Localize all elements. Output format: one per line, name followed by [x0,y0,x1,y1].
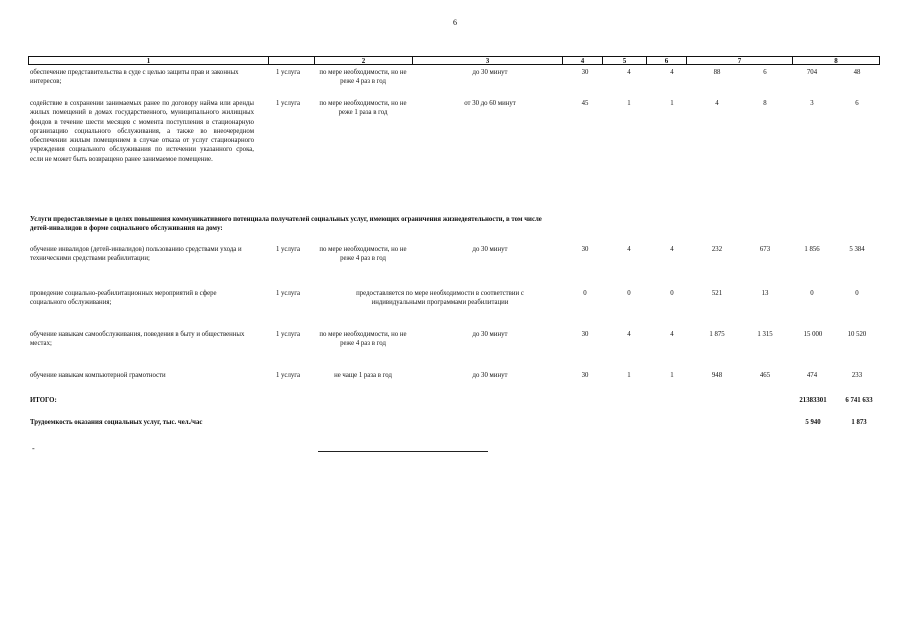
row-col4: 0 [583,290,587,297]
header-col-unit [268,56,314,65]
row-col6: 1 [670,372,674,379]
row-col8b: 10 520 [847,331,867,338]
row-col7a: 1 875 [709,331,725,338]
header-col-2: 2 [314,56,412,65]
row-col4: 30 [581,372,589,379]
signature-line [318,451,488,452]
row-col5: 4 [627,246,631,253]
row-frequency: не чаще 1 раза в год [334,372,392,379]
header-col-1: 1 [28,56,268,65]
row-col5: 0 [627,290,631,297]
row-merged-note: предоставляется по мере необходимости в соответствии с индивидуальными программами реабилитации [356,290,524,307]
row-frequency: по мере необходимости, но не реже 4 раз в год [319,331,407,348]
row-col6: 4 [670,331,674,338]
total-col8b: 6 741 633 [845,397,873,404]
header-col-4: 4 [562,56,602,65]
row-col8a: 474 [806,372,818,379]
row-col4: 30 [581,246,589,253]
row-col7b: 465 [759,372,771,379]
row-col7b: 6 [763,69,767,76]
row-col6: 1 [670,100,674,107]
row-unit: 1 услуга [275,69,301,76]
labor-col8a: 5 940 [805,419,821,426]
row-name: проведение социально-реабилитационных мероприятий в сфере социального обслуживания; [30,290,217,307]
row-col7a: 521 [711,290,723,297]
row-col7a: 88 [713,69,721,76]
row-time: до 30 минут [472,246,508,253]
row-col5: 4 [627,331,631,338]
row-col7b: 13 [761,290,769,297]
row-frequency: по мере необходимости, но не реже 4 раз в год [319,246,407,263]
row-time: до 30 минут [472,331,508,338]
row-col7b: 673 [759,246,771,253]
footer-dash: - [32,444,35,453]
row-col4: 45 [581,100,589,107]
row-col8a: 3 [810,100,814,107]
section-title: Услуги предоставляемые в целях повышения коммуникативного потенциала получателей социальных услуг, имеющих ограничения жизнедеятельности, в том числе детей-инвалидов в форме социального обслуживания на дому: [30,216,542,233]
row-unit: 1 услуга [275,331,301,338]
row-unit: 1 услуга [275,290,301,297]
row-name: обучение навыкам самообслуживания, поведения в быту и общественных местах; [30,331,245,348]
row-name: обучение инвалидов (детей-инвалидов) пользованию средствами ухода и техническими средствами реабилитации; [30,246,242,263]
row-col8a: 1 856 [804,246,820,253]
row-col7a: 4 [715,100,719,107]
row-col5: 1 [627,100,631,107]
row-col7a: 948 [711,372,723,379]
row-col4: 30 [581,331,589,338]
row-col8b: 48 [853,69,861,76]
row-col6: 4 [670,69,674,76]
row-col8a: 704 [806,69,818,76]
header-col-6: 6 [646,56,686,65]
labor-label: Трудоемкость оказания социальных услуг, тыс. чел./час [30,419,203,426]
row-col7b: 1 315 [757,331,773,338]
total-label: ИТОГО: [30,397,57,404]
header-col-3: 3 [412,56,562,65]
row-col8b: 0 [855,290,859,297]
row-unit: 1 услуга [275,246,301,253]
row-col7b: 8 [763,100,767,107]
row-time: от 30 до 60 минут [464,100,516,107]
row-unit: 1 услуга [275,372,301,379]
row-frequency: по мере необходимости, но не реже 4 раз в год [319,69,407,86]
row-name: обеспечение представительства в суде с целью защиты прав и законных интересов; [30,69,239,86]
row-col8a: 15 000 [803,331,823,338]
row-time: до 30 минут [472,372,508,379]
row-name: содействие в сохранении занимаемых ранее по договору найма или аренды жилых помещений в домах государственного, муниципального жилищных фондов в течение шести месяцев с момента поступления в стационарную организацию социального обслуживания, а также во внеочередном обеспечении жилым помещением в случае отказа от услуг стационарного учреждения социального обслуживания по истечении указанного срока, если не может быть возвращено ранее занимаемое помещение. [30,100,254,163]
row-frequency: по мере необходимости, но не реже 1 раза в год [319,100,407,117]
labor-col8b: 1 873 [851,419,867,426]
header-col-7: 7 [686,56,792,65]
row-col8b: 6 [855,100,859,107]
row-time: до 30 минут [472,69,508,76]
row-col5: 1 [627,372,631,379]
header-col-8: 8 [792,56,880,65]
row-unit: 1 услуга [275,100,301,107]
row-col5: 4 [627,69,631,76]
row-col6: 0 [670,290,674,297]
row-col4: 30 [581,69,589,76]
row-col8b: 233 [851,372,863,379]
row-col6: 4 [670,246,674,253]
row-col8a: 0 [810,290,814,297]
row-name: обучение навыкам компьютерной грамотности [30,372,166,379]
page-number: 6 [453,18,457,27]
total-col8a: 21383301 [799,397,827,404]
row-col7a: 232 [711,246,723,253]
row-col8b: 5 384 [849,246,865,253]
header-col-5: 5 [602,56,646,65]
